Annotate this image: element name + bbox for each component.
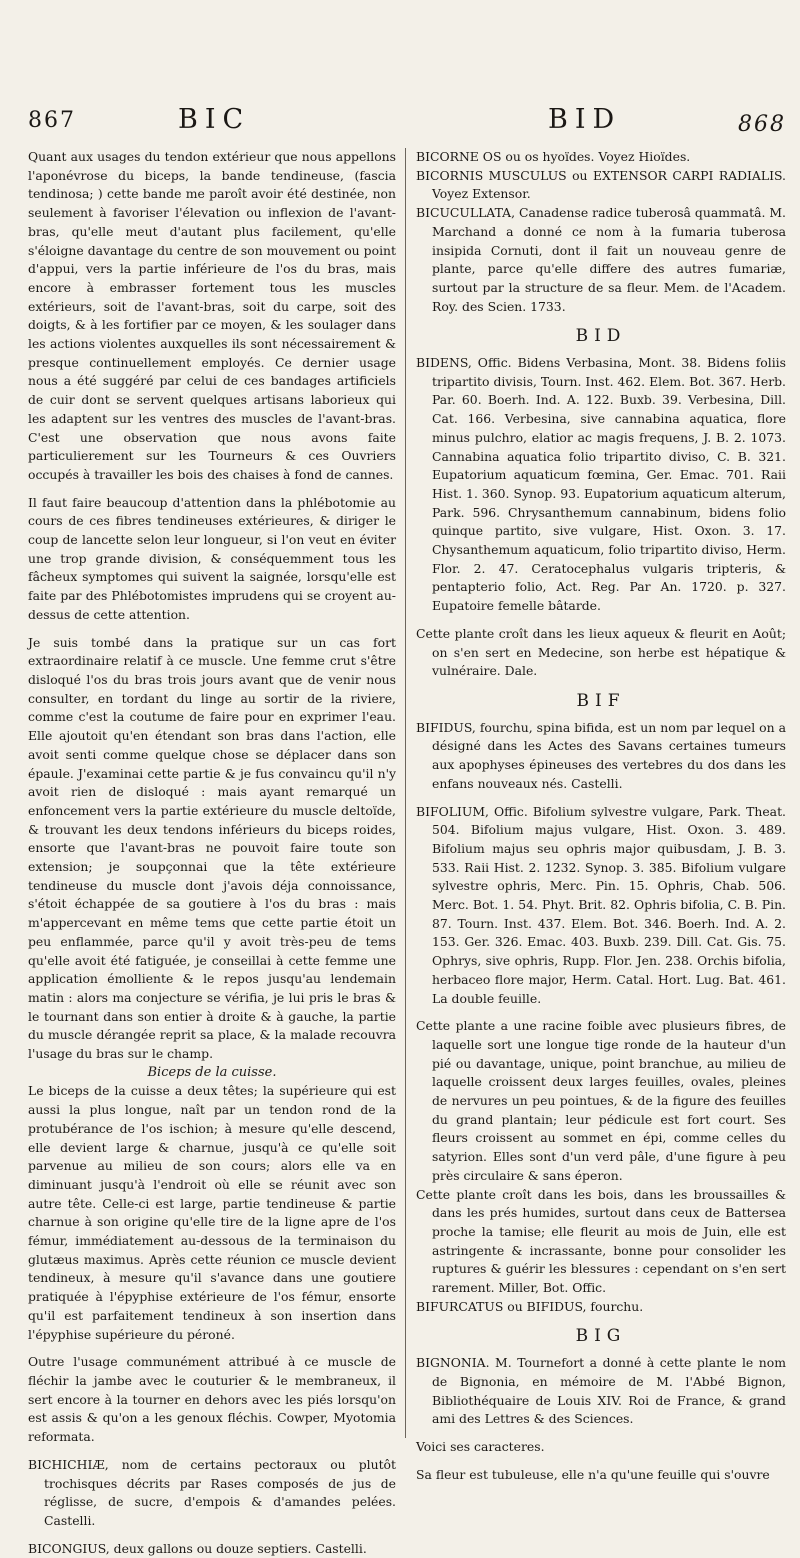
section-heading: BIF: [576, 690, 626, 711]
dictionary-entry: BICONGIUS, deux gallons ou douze septiers. Castelli.: [28, 1540, 367, 1556]
paragraph: Il faut faire beaucoup d'attention dans la phlébotomie au cours de ces fibres tendineuses extérieures, & diriger le coup de lancette selon leur longueur, si l'on veut en éviter une trop grande division, & conséquemment tous les fâcheux symptomes qui suivent la saignée, lorsqu'elle est faite par des Phlébotomistes imprudens qui se croyent au-dessus de cette attention.: [28, 494, 396, 622]
section-heading: BIG: [575, 1326, 627, 1347]
dictionary-entry: BIFIDUS, fourchu, spina bifida, est un nom par lequel on a désigné dans les Actes des Savans certaines tumeurs aux apophyses épineuses des vertebres du dos dans les enfans nouveaux nés. Castelli.: [416, 719, 786, 791]
dictionary-entry: BICORNIS MUSCULUS ou EXTENSOR CARPI RADIALIS. Voyez Extensor.: [416, 167, 786, 202]
page-number-left: 867: [28, 108, 76, 133]
dictionary-entry: BIDENS, Offic. Bidens Verbasina, Mont. 38. Bidens foliis tripartito divisis, Tourn. Inst. 462. Elem. Bot. 367. Herb. Par. 60. Boerh. Ind. A. 122. Buxb. 39. Verbesina, Dill. Cat. 166. Verbesina, sive cannabina aquatica, flore minus pulchro, elatior ac magis frequens, J. B. 2. 1073. Cannabina aquatica folio tripartito diviso, C. B. 321. Eupatorium aquaticum fœmina, Ger. Emac. 701. Raii Hist. 1. 360. Synop. 93. Eupatorium aquaticum alterum, Park. 596. Chrysanthemum cannabinum, bidens folio quinque partito, sive vulgare, Hist. Oxon. 3. 17. Chysanthemum aquaticum, folio tripartito diviso, Herm. Flor. 2. 47. Ceratocephalus vulgaris tripteris, & pentapterio folio, Act. Reg. Par An. 1720. p. 327. Eupatoire femelle bâtarde.: [416, 355, 786, 614]
paragraph: Sa fleur est tubuleuse, elle n'a qu'une feuille qui s'ouvre: [416, 1466, 770, 1482]
dictionary-entry: BICHICHIÆ, nom de certains pectoraux ou plutôt trochisques décrits par Rases composés de jus de réglisse, de sucre, d'empois & d'amandes pelées. Castelli.: [28, 1456, 396, 1528]
section-heading: BID: [575, 326, 627, 347]
dictionary-entry: BIGNONIA. M. Tournefort a donné à cette plante le nom de Bignonia, en mémoire de M. l'Abbé Bignon, Bibliothéquaire de Louis XIV. Roi de France, & grand ami des Lettres & des Sciences.: [416, 1355, 786, 1427]
dictionary-entry: BICORNE OS ou os hyoïdes. Voyez Hioïdes.: [416, 149, 691, 164]
page-header: [0, 98, 800, 144]
paragraph: Cette plante a une racine foible avec plusieurs fibres, de laquelle sort une longue tige ronde de la hauteur d'un pié ou davantage, unique, point branchue, au milieu de laquelle croissent deux larges feuilles, ovales, pleines de nervures un peu pointues, & de la figure des feuilles du grand plantain; leur pédicule est fort court. Ses fleurs croissent au sommet en épi, comme celles du satyrion. Elles sont d'un verd pâle, d'une figure à peu près circulaire & sans éperon.: [416, 1018, 786, 1183]
paragraph: Cette plante croît dans les lieux aqueux & fleurit en Août; on s'en sert en Medecine, son herbe est hépatique & vulnéraire. Dale.: [416, 625, 786, 679]
catchword-left: BIC: [178, 104, 251, 135]
paragraph: Voici ses caracteres.: [416, 1439, 545, 1454]
dictionary-entry: BIFOLIUM, Offic. Bifolium sylvestre vulgare, Park. Theat. 504. Bifolium majus vulgare, Hist. Oxon. 3. 489. Bifolium majus seu ophris major quibusdam, J. B. 3. 533. Raii Hist. 2. 1232. Synop. 3. 385. Bifolium vulgare sylvestre ophris, Merc. Pin. 15. Ophris, Chab. 506. Merc. Bot. 1. 54. Phyt. Brit. 82. Ophris bifolia, C. B. Pin. 87. Tourn. Inst. 437. Elem. Bot. 346. Boerh. Ind. A. 2. 153. Ger. 326. Emac. 403. Buxb. 239. Dill. Cat. Gis. 75. Ophrys, sive ophris, Rupp. Flor. Jen. 238. Orchis bifolia, herbaceo flore major, Herm. Catal. Hort. Lug. Bat. 461. La double feuille.: [416, 803, 786, 1006]
subheading: Biceps de la cuisse.: [147, 1064, 277, 1080]
left-column: [28, 148, 396, 1556]
right-column: [416, 148, 786, 1482]
paragraph: Je suis tombé dans la pratique sur un cas fort extraordinaire relatif à ce muscle. Une femme crut s'être disloqué l'os du bras trois jours avant que de venir nous consulter, en tordant du linge au sortir de la riviere, comme c'est la coutume de faire pour en exprimer l'eau. Elle ajoutoit qu'en étendant son bras dans l'action, elle avoit senti comme quelque chose se déplacer dans son épaule. J'examinai cette partie & je fus convaincu qu'il n'y avoit rien de disloqué : mais ayant remarqué un enfoncement vers la partie extérieure du muscle deltoïde, & trouvant les deux tendons inférieurs du biceps roides, ensorte que l'avant-bras ne pouvoit faire toute son extension; je soupçonnai que la tête extérieure tendineuse du muscle dont j'avois déja connoissance, s'étoit échappée de sa goutiere à l'os du bras : mais m'appercevant en même tems que cette partie étoit un peu enflammée, parce qu'il y avoit très-peu de tems qu'elle avoit été fatiguée, je conseillai à cette femme une application émolliente & le repos jusqu'au lendemain matin : alors ma conjecture se vérifia, je lui pris le bras & le tournant dans son entier à droite & à gauche, la partie du muscle dérangée reprit sa place, & la malade recouvra l'usage du bras sur le champ.: [28, 634, 396, 1062]
column-divider: [405, 148, 406, 1438]
paragraph: Le biceps de la cuisse a deux têtes; la supérieure qui est aussi la plus longue, naît par un tendon rond de la protubérance de l'os ischion; à mesure qu'elle descend, elle devient large & charnue, jusqu'à ce qu'elle soit parvenue au milieu de son cours; alors elle va en diminuant jusqu'à l'endroit où elle se réunit avec son autre tête. Celle-ci est large, partie tendineuse & partie charnue à son origine qu'elle tire de la ligne apre de l'os fémur, immédiatement au-dessous de la terminaison du glutæus maximus. Après cette réunion ce muscle devient tendineux, à mesure qu'il s'avance dans une goutiere pratiquée à l'épyphise extérieure de l'os fémur, ensorte qu'il est parfaitement tendineux à son insertion dans l'épyphise supérieure du péroné.: [28, 1083, 396, 1342]
paragraph: Outre l'usage communément attribué à ce muscle de fléchir la jambe avec le couturier & le membraneux, il sert encore à la tourner en dehors avec les piés lorsqu'on est assis & qu'on a les genoux fléchis. Cowper, Myotomia reformata.: [28, 1354, 396, 1445]
dictionary-entry: BICUCULLATA, Canadense radice tuberosâ quammatâ. M. Marchand a donné ce nom à la fumaria tuberosa insipida Cornuti, dont il fait un nouveau genre de plante, parce qu'elle differe des autres fumariæ, surtout par la structure de sa fleur. Mem. de l'Academ. Roy. des Scien. 1733.: [416, 205, 786, 314]
catchword-right: BID: [548, 104, 622, 135]
dictionary-entry: BIFURCATUS ou BIFIDUS, fourchu.: [416, 1298, 644, 1314]
paragraph: Cette plante croît dans les bois, dans les broussailles & dans les prés humides, surtout dans ceux de Battersea proche la tamise; elle fleurit au mois de Juin, elle est astringente & incrassante, bonne pour consolider les ruptures & guérir les blessures : cependant on s'en sert rarement. Miller, Bot. Offic.: [416, 1186, 786, 1296]
paragraph: Quant aux usages du tendon extérieur que nous appellons l'aponévrose du biceps, la bande tendineuse, (fascia tendinosa; ) cette bande me paroît avoir été destinée, non seulement à favoriser l'élevation ou inflexion de l'avant-bras, qu'elle meut d'autant plus facilement, qu'elle s'éloigne davantage du centre de son mouvement ou point d'appui, vers la partie inférieure de l'os du bras, mais encore à embrasser fortement tous les muscles extérieurs, soit de l'avant-bras, soit du carpe, soit des doigts, & à les fortifier par ce moyen, & les soulager dans les actions violentes auxquelles ils sont nécessairement & presque continuellement employés. Ce dernier usage nous a été suggéré par celui de ces bandages artificiels de cuir dont se servent quelques artisans laborieux qui les adaptent sur les ventres des muscles de l'avant-bras. C'est une observation que nous avons faite particulierement sur les Tourneurs & ces Ouvriers occupés à travailler les bois des chaises à fond de cannes.: [28, 149, 396, 482]
page-number-right: 868: [738, 112, 786, 137]
